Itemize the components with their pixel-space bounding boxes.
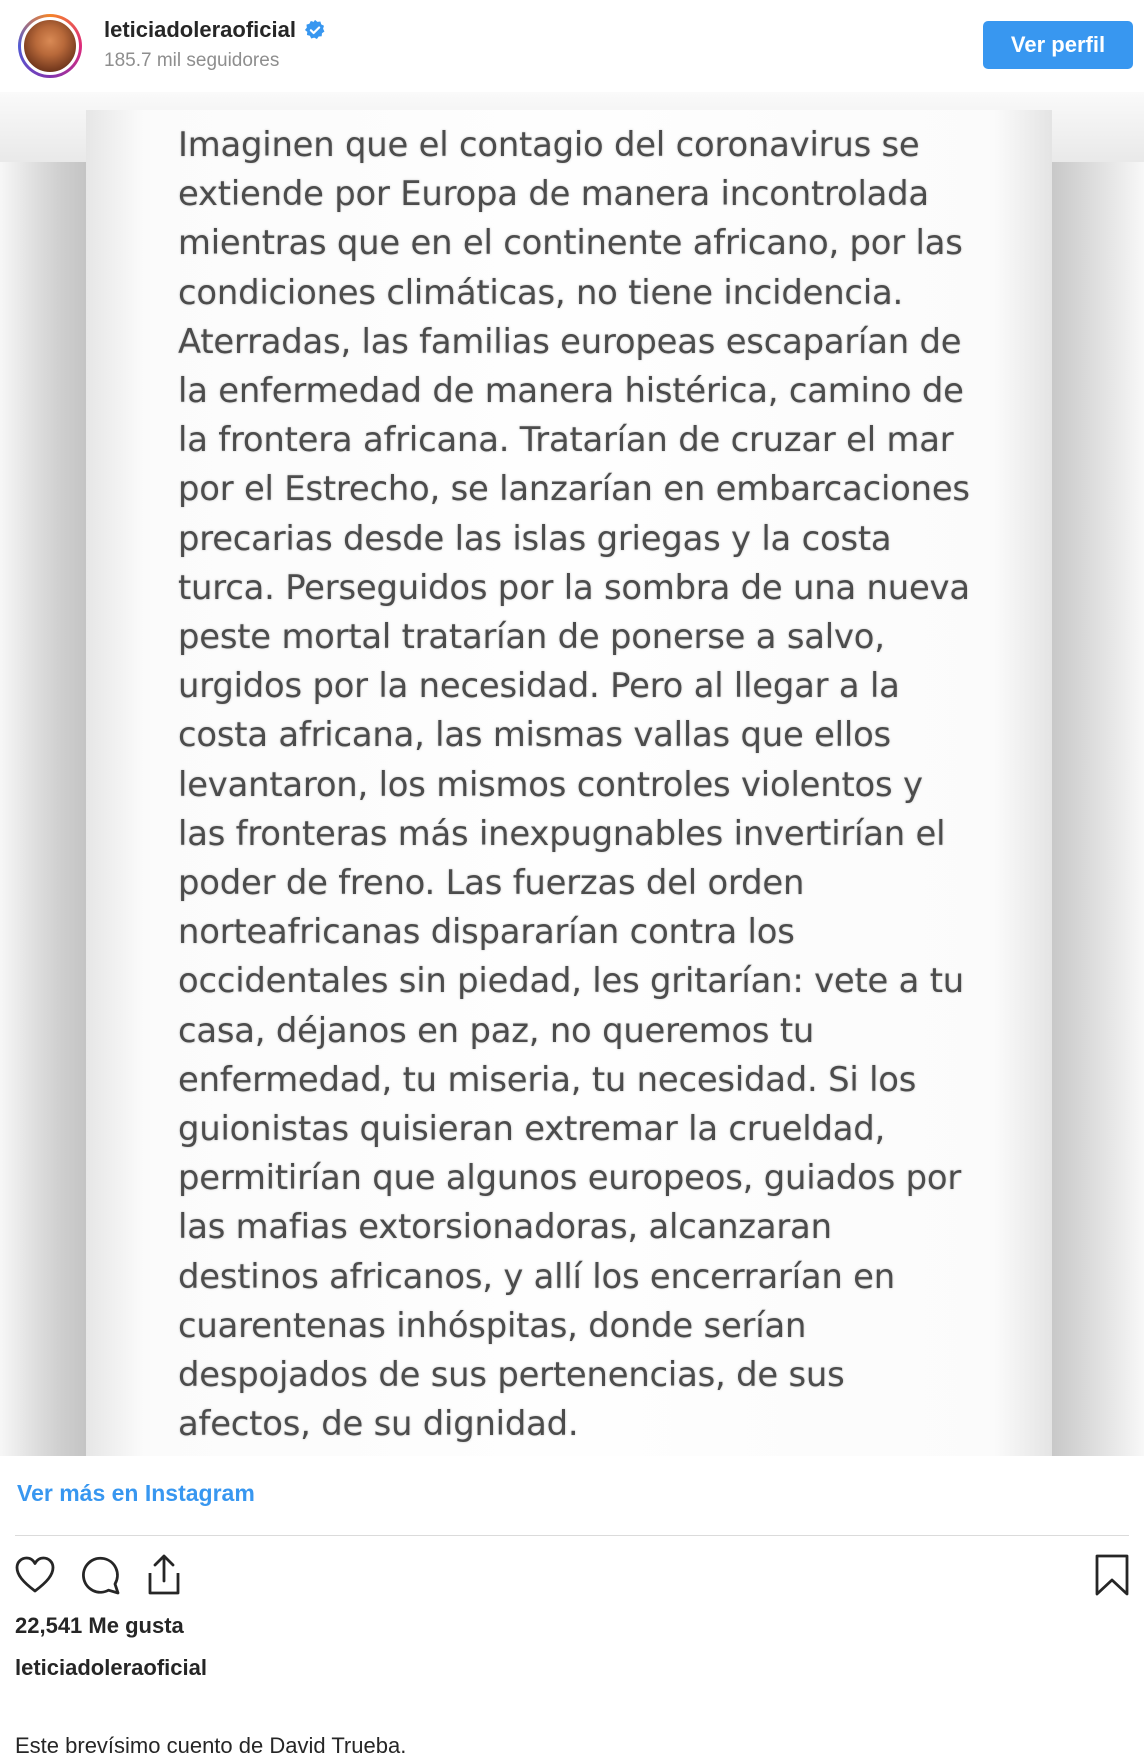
see-more-on-instagram-link[interactable]: Ver más en Instagram	[17, 1480, 255, 1506]
article-line: las mafias extorsionadoras, alcanzaran	[178, 1207, 832, 1247]
article-line: norteafricanas dispararían contra los	[178, 912, 795, 952]
save-button[interactable]	[1090, 1553, 1134, 1597]
article-line: por el Estrecho, se lanzarían en embarcaciones	[178, 469, 970, 509]
caption-text: Este brevísimo cuento de David Trueba.	[15, 1733, 407, 1758]
article-line: Aterradas, las familias europeas escaparían de	[178, 321, 962, 361]
heart-icon	[14, 1555, 56, 1595]
comment-icon	[80, 1554, 122, 1596]
share-button[interactable]	[142, 1553, 186, 1597]
article-text	[178, 120, 1048, 1448]
article-line: la frontera africana. Tratarían de cruzar el mar	[178, 420, 954, 460]
article-line: guionistas quisieran extremar la crueldad,	[178, 1109, 886, 1149]
username[interactable]: leticiadoleraoficial	[104, 17, 296, 42]
caption-username[interactable]: leticiadoleraoficial	[15, 1655, 207, 1680]
article-line: destinos africanos, y allí los encerrarían en	[178, 1256, 895, 1296]
article-line: casa, déjanos en paz, no queremos tu	[178, 1010, 815, 1050]
bookmark-icon	[1094, 1553, 1130, 1597]
avatar[interactable]	[18, 14, 82, 78]
share-icon	[144, 1553, 184, 1597]
comment-button[interactable]	[79, 1553, 123, 1597]
article-line: mientras que en el continente africano, por las	[178, 223, 963, 263]
article-line: costa africana, las mismas vallas que ellos	[178, 715, 891, 755]
article-line: urgidos por la necesidad. Pero al llegar a la	[178, 666, 900, 706]
avatar-image	[21, 17, 79, 75]
article-line: Imaginen que el contagio del coronavirus se	[178, 125, 920, 164]
article-line: la enfermedad de manera histérica, camino de	[178, 371, 964, 411]
username-row	[104, 17, 326, 43]
article-line: las fronteras más inexpugnables invertirían el	[178, 813, 946, 853]
verified-badge-icon	[304, 19, 326, 41]
article-line: extiende por Europa de manera incontrolada	[178, 174, 929, 214]
divider	[15, 1535, 1129, 1536]
article-line: levantaron, los mismos controles violentos y	[178, 764, 923, 804]
article-line: peste mortal tratarían de ponerse a salvo,	[178, 617, 885, 657]
article-line: afectos, de su dignidad.	[178, 1404, 579, 1444]
follower-count: 185.7 mil seguidores	[104, 50, 280, 71]
article-line: enfermedad, tu miseria, tu necesidad. Si los	[178, 1059, 917, 1099]
article-line: cuarentenas inhóspitas, donde serían	[178, 1305, 807, 1345]
article-line: turca. Perseguidos por la sombra de una nueva	[178, 567, 970, 607]
article-line: condiciones climáticas, no tiene incidencia.	[178, 272, 904, 312]
background-pillar-right	[1052, 162, 1144, 1456]
post-header	[0, 0, 1144, 92]
view-profile-button[interactable]: Ver perfil	[983, 21, 1133, 69]
article-line: poder de freno. Las fuerzas del orden	[178, 863, 805, 903]
article-line: permitirían que algunos europeos, guiados por	[178, 1158, 962, 1198]
article-line: occidentales sin piedad, les gritarían: vete a tu	[178, 961, 964, 1001]
article-line: despojados de sus pertenencias, de sus	[178, 1355, 845, 1395]
post-image[interactable]	[0, 92, 1144, 1456]
background-pillar-left	[0, 162, 86, 1456]
article-line: precarias desde las islas griegas y la costa	[178, 518, 892, 558]
like-count[interactable]: 22,541 Me gusta	[15, 1613, 184, 1638]
like-button[interactable]	[13, 1553, 57, 1597]
